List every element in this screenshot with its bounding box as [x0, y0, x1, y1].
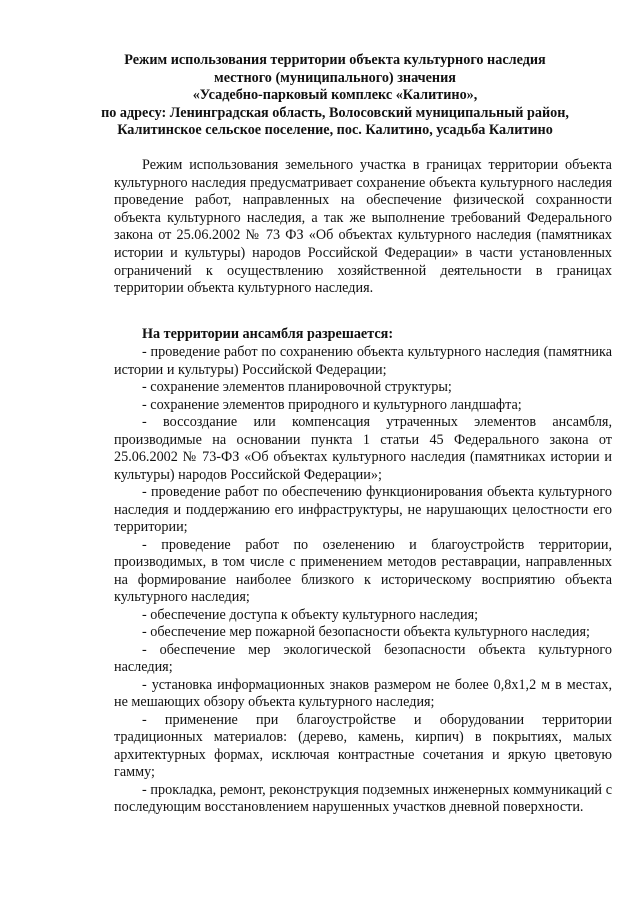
title-line: местного (муниципального) значения: [214, 69, 456, 86]
list-item: - проведение работ по обеспечению функционирования объекта культурного наследия и поддержанию его инфраструктуры, не нарушающих целостности его территории;: [114, 484, 612, 535]
list-item: - проведение работ по сохранению объекта культурного наследия (памятника истории и культуры) Российской Федерации;: [114, 344, 612, 378]
title-line: «Усадебно-парковый комплекс «Калитино»,: [192, 87, 478, 104]
list-item: - сохранение элементов планировочной структуры;: [142, 379, 452, 395]
list-item: - сохранение элементов природного и культурного ландшафта;: [142, 396, 522, 413]
list-item: - обеспечение мер пожарной безопасности объекта культурного наследия;: [142, 624, 590, 640]
list-item: - проведение работ по озеленению и благоустройств территории, производимых, в том числе с применением методов реставрации, направленных на формирование наиболее близкого к историческому восприятию объекта культурного наследия;: [114, 536, 612, 605]
list-item: - прокладка, ремонт, реконструкция подземных инженерных коммуникаций с последующим восстановлением нарушенных участков дневной поверхности.: [114, 781, 612, 815]
list-item: - применение при благоустройстве и оборудовании территории традиционных материалов: (дерево, камень, кирпич) в покрытиях, малых архитектурных формах, исключая контрастные сочетания и яркую цветовую гамму;: [114, 711, 612, 780]
list-item: - обеспечение доступа к объекту культурного наследия;: [142, 606, 479, 623]
permitted-activities-list: [114, 344, 612, 817]
title-line: Режим использования территории объекта культурного наследия: [124, 52, 546, 68]
list-item: - обеспечение мер экологической безопасности объекта культурного наследия;: [114, 641, 612, 675]
title-line: Калитинское сельское поселение, пос. Калитино, усадьба Калитино: [117, 122, 553, 139]
list-item: - воссоздание или компенсация утраченных элементов ансамбля, производимые на основании пункта 1 статьи 45 Федерального закона от 25.06.2002 № 73-ФЗ «Об объектах культурного наследия (памятниках истории и культуры) народов Российской Федерации»;: [114, 414, 612, 483]
list-heading: На территории ансамбля разрешается:: [142, 326, 394, 342]
intro-paragraph: Режим использования земельного участка в границах территории объекта культурного наследия предусматривает сохранение объекта культурного наследия проведение работ, направленных на обеспечение физической сохранности объекта культурного наследия, а так же выполнение требований Федерального закона от 25.06.2002 № 73 ФЗ «Об объектах культурного наследия (памятниках истории и культуры) народов Российской Федерации» в части установленных ограничений к осуществлению хозяйственной деятельности в границах территории объекта культурного наследия.: [114, 157, 612, 297]
list-item: - установка информационных знаков размером не более 0,8х1,2 м в местах, не мешающих обзору объекта культурного наследия;: [114, 676, 612, 710]
title-line: по адресу: Ленинградская область, Волосовский муниципальный район,: [101, 104, 569, 121]
document-title: [95, 52, 575, 140]
